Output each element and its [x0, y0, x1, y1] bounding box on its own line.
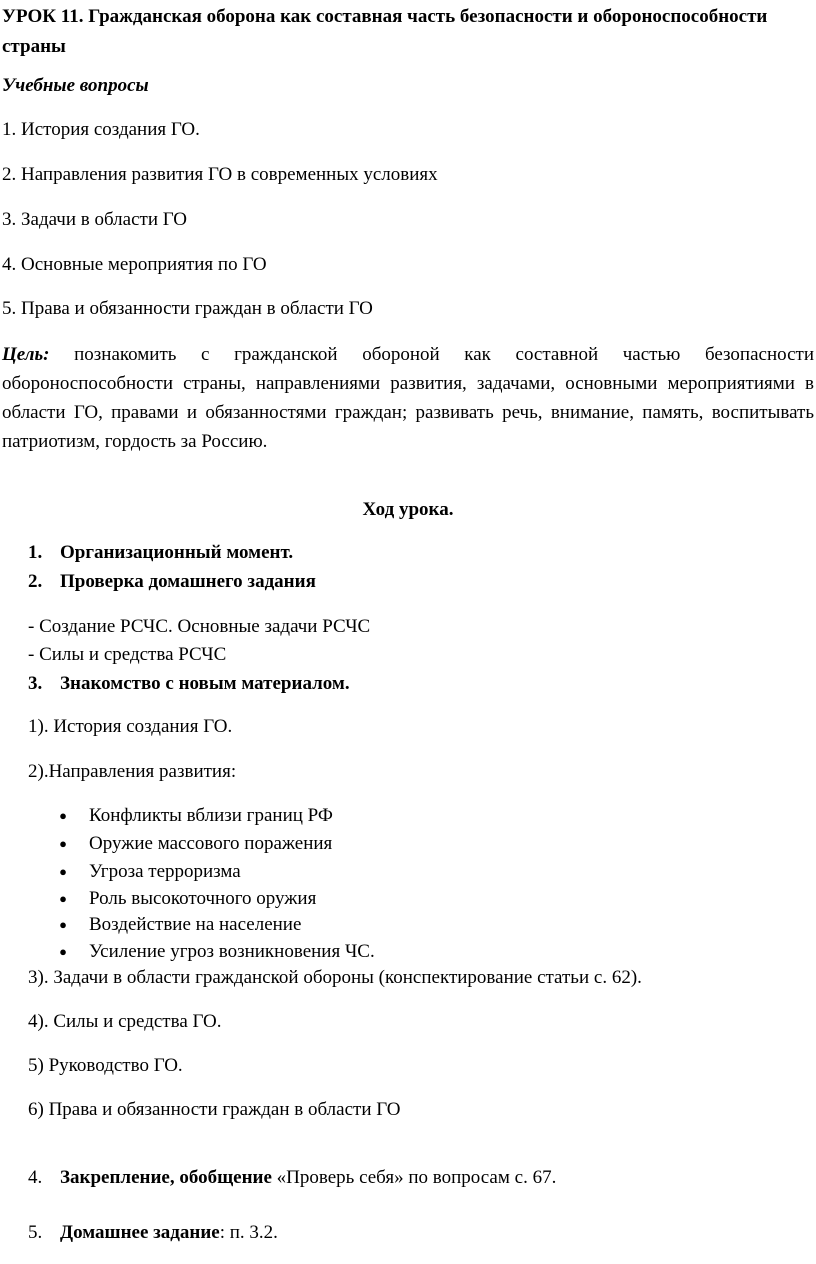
step-item	[28, 1164, 556, 1192]
homework-check-item: - Создание РСЧС. Основные задачи РСЧС	[28, 616, 371, 637]
step-label: Организационный момент.	[60, 542, 294, 563]
list-item	[0, 938, 816, 966]
step-number: 1.	[28, 542, 43, 563]
step-label: Домашнее задание	[60, 1222, 220, 1243]
question-item: 5. Права и обязанности граждан в области ГО	[2, 298, 373, 319]
questions-heading: Учебные вопросы	[2, 75, 149, 96]
bullet-text: Угроза терроризма	[89, 861, 241, 882]
lesson-progress-heading: Ход урока.	[362, 499, 454, 520]
list-item	[0, 885, 816, 913]
goal-text: познакомить с гражданской обороной как составной частью безопасности обороноспособности страны, направлениями развития, задачами, основными мероприятиями в области ГО, правами и обязанностями граждан; развивать речь, внимание, память, воспитывать патриотизм, гордость за Россию.	[2, 344, 814, 452]
step-item	[28, 1219, 278, 1247]
bullet-icon: ●	[59, 836, 67, 851]
step-label: Знакомство с новым материалом.	[60, 673, 350, 694]
step-item	[28, 568, 316, 596]
bullet-icon: ●	[59, 864, 67, 879]
bullet-icon: ●	[59, 891, 67, 906]
material-item: 4). Силы и средства ГО.	[28, 1011, 222, 1032]
bullet-icon: ●	[59, 944, 67, 959]
bullet-icon: ●	[59, 917, 67, 932]
homework-check-item: - Силы и средства РСЧС	[28, 644, 227, 665]
step-number: 2.	[28, 571, 43, 592]
goal-label: Цель:	[2, 344, 50, 365]
bullet-icon: ●	[59, 808, 67, 823]
bullet-text: Конфликты вблизи границ РФ	[89, 805, 333, 826]
question-item: 3. Задачи в области ГО	[2, 209, 187, 230]
material-item: 1). История создания ГО.	[28, 716, 233, 737]
bullet-text: Роль высокоточного оружия	[89, 888, 317, 909]
list-item	[0, 802, 816, 830]
step-number: 3.	[28, 673, 43, 694]
step-text: «Проверь себя» по вопросам с. 67.	[271, 1167, 557, 1188]
list-item	[0, 911, 816, 939]
lesson-title: УРОК 11. Гражданская оборона как составная часть безопасности и обороноспособности страны	[2, 6, 768, 57]
step-item	[28, 670, 350, 698]
bullet-text: Усиление угроз возникновения ЧС.	[89, 941, 375, 962]
question-item: 2. Направления развития ГО в современных условиях	[2, 164, 438, 185]
bullet-text: Оружие массового поражения	[89, 833, 333, 854]
question-item: 1. История создания ГО.	[2, 119, 200, 140]
material-item: 5) Руководство ГО.	[28, 1055, 183, 1076]
goal-paragraph	[2, 340, 814, 456]
step-item	[28, 539, 293, 567]
step-number: 4.	[28, 1167, 43, 1188]
step-label: Закрепление, обобщение	[60, 1167, 272, 1188]
step-number: 5.	[28, 1222, 43, 1243]
material-item: 2).Направления развития:	[28, 761, 237, 782]
bullet-text: Воздействие на население	[89, 914, 302, 935]
list-item	[0, 858, 816, 886]
material-item: 3). Задачи в области гражданской обороны (конспектирование статьи с. 62).	[28, 967, 642, 988]
question-item: 4. Основные мероприятия по ГО	[2, 254, 267, 275]
step-label: Проверка домашнего задания	[60, 571, 316, 592]
step-text: : п. 3.2.	[219, 1222, 278, 1243]
list-item	[0, 830, 816, 858]
material-item: 6) Права и обязанности граждан в области ГО	[28, 1099, 401, 1120]
